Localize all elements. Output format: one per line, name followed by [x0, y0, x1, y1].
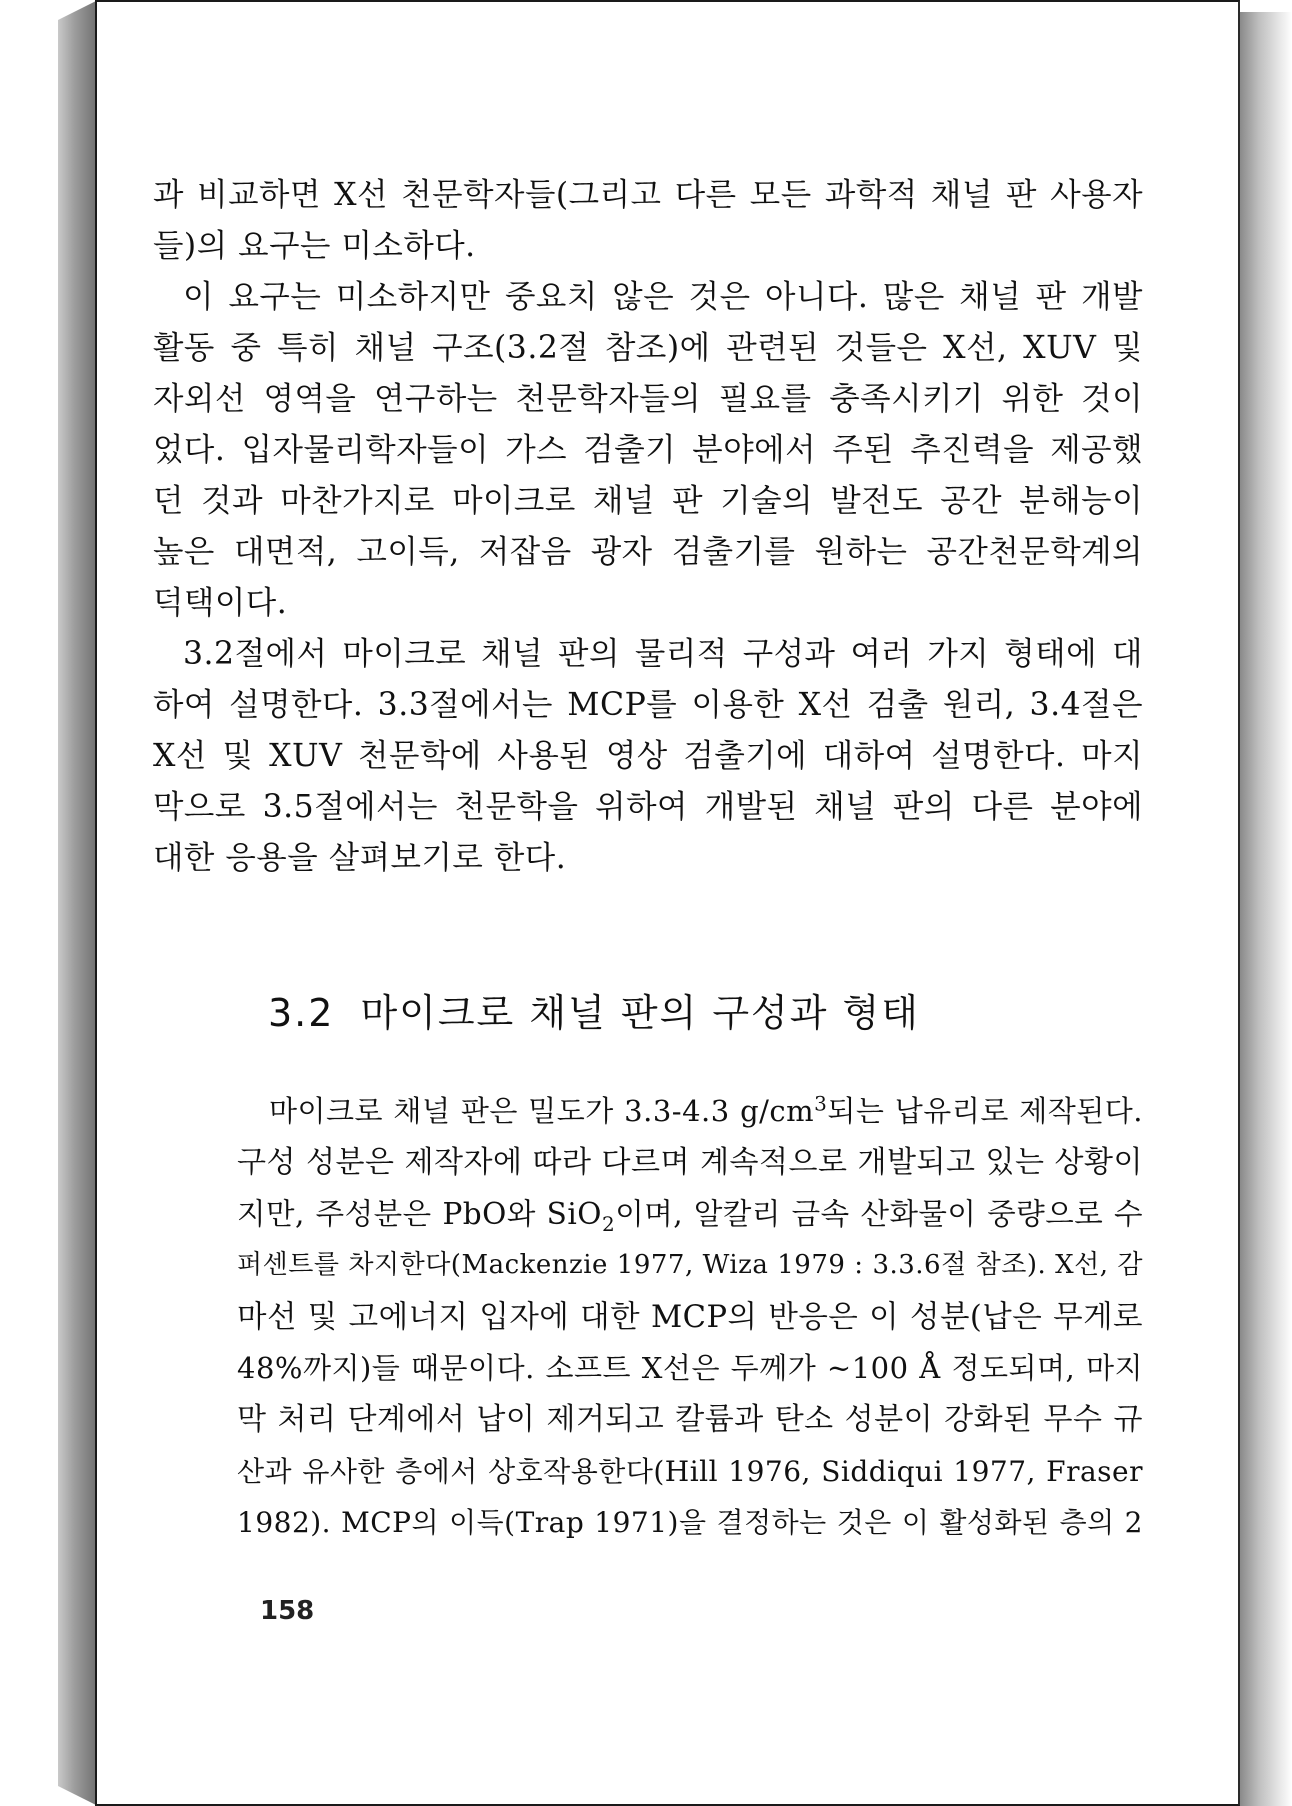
text-line	[237, 1189, 1143, 1240]
text-line: X선 및 XUV 천문학에 사용된 영상 검출기에 대하여 설명한다. 마지	[153, 738, 1143, 774]
text-line: 대한 응용을 살펴보기로 한다.	[153, 840, 567, 876]
text-line: 과 비교하면 X선 천문학자들(그리고 다른 모든 과학적 채널 판 사용자	[153, 177, 1143, 213]
text-line: 마선 및 고에너지 입자에 대한 MCP의 반응은 이 성분(납은 무게로	[237, 1299, 1143, 1335]
text-line: 높은 대면적, 고이득, 저잡음 광자 검출기를 원하는 공간천문학계의	[153, 534, 1143, 570]
text-line: 1982). MCP의 이득(Trap 1971)을 결정하는 것은 이 활성화된 층의 2	[237, 1506, 1143, 1540]
text-segment: 지만, 주성분은 PbO와 SiO	[237, 1196, 602, 1231]
section-heading	[268, 982, 920, 1037]
text-line: 구성 성분은 제작자에 따라 다르며 계속적으로 개발되고 있는 상황이	[237, 1145, 1143, 1181]
text-line: 들)의 요구는 미소하다.	[153, 228, 476, 264]
body-text-bottom	[237, 1086, 1143, 1549]
text-line: 48%까지)들 때문이다. 소프트 X선은 두께가 ~100 Å 정도되며, 마지	[237, 1350, 1143, 1385]
section-title: 마이크로 채널 판의 구성과 형태	[360, 991, 920, 1035]
text-line: 덕택이다.	[153, 585, 288, 621]
text-segment: 마이크로 채널 판은 밀도가 3.3-4.3 g/cm	[269, 1094, 815, 1128]
text-line: 퍼센트를 차지한다(Mackenzie 1977, Wiza 1979 : 3.3.6절 참조). X선, 감	[237, 1250, 1143, 1281]
section-number: 3.2	[268, 991, 335, 1035]
text-line: 3.2절에서 마이크로 채널 판의 물리적 구성과 여러 가지 형태에 대	[183, 636, 1143, 672]
text-line: 활동 중 특히 채널 구조(3.2절 참조)에 관련된 것들은 X선, XUV 및	[153, 330, 1143, 366]
text-segment: 되는 납유리로 제작된다.	[827, 1094, 1144, 1128]
text-line: 이 요구는 미소하지만 중요치 않은 것은 아니다. 많은 채널 판 개발	[183, 279, 1143, 315]
text-line: 자외선 영역을 연구하는 천문학자들의 필요를 충족시키기 위한 것이	[153, 381, 1143, 417]
subscript: 2	[601, 1211, 616, 1236]
text-line: 막 처리 단계에서 납이 제거되고 칼륨과 탄소 성분이 강화된 무수 규	[237, 1402, 1143, 1438]
text-line: 하여 설명한다. 3.3절에서는 MCP를 이용한 X선 검출 원리, 3.4절은	[153, 687, 1143, 723]
page-shadow	[1240, 12, 1292, 1806]
superscript: 3	[814, 1091, 828, 1116]
text-line: 던 것과 마찬가지로 마이크로 채널 판 기술의 발전도 공간 분해능이	[153, 483, 1143, 519]
text-segment: 이며, 알칼리 금속 산화물이 중량으로 수	[615, 1196, 1143, 1231]
text-line: 었다. 입자물리학자들이 가스 검출기 분야에서 주된 추진력을 제공했	[153, 432, 1143, 468]
text-line: 산과 유사한 층에서 상호작용한다(Hill 1976, Siddiqui 1977, Fraser	[237, 1454, 1143, 1488]
text-line: 막으로 3.5절에서는 천문학을 위하여 개발된 채널 판의 다른 분야에	[153, 789, 1143, 825]
book-edge	[58, 0, 98, 1806]
body-text-top	[153, 170, 1143, 884]
text-line	[237, 1086, 1143, 1137]
page-number: 158	[260, 1596, 315, 1626]
